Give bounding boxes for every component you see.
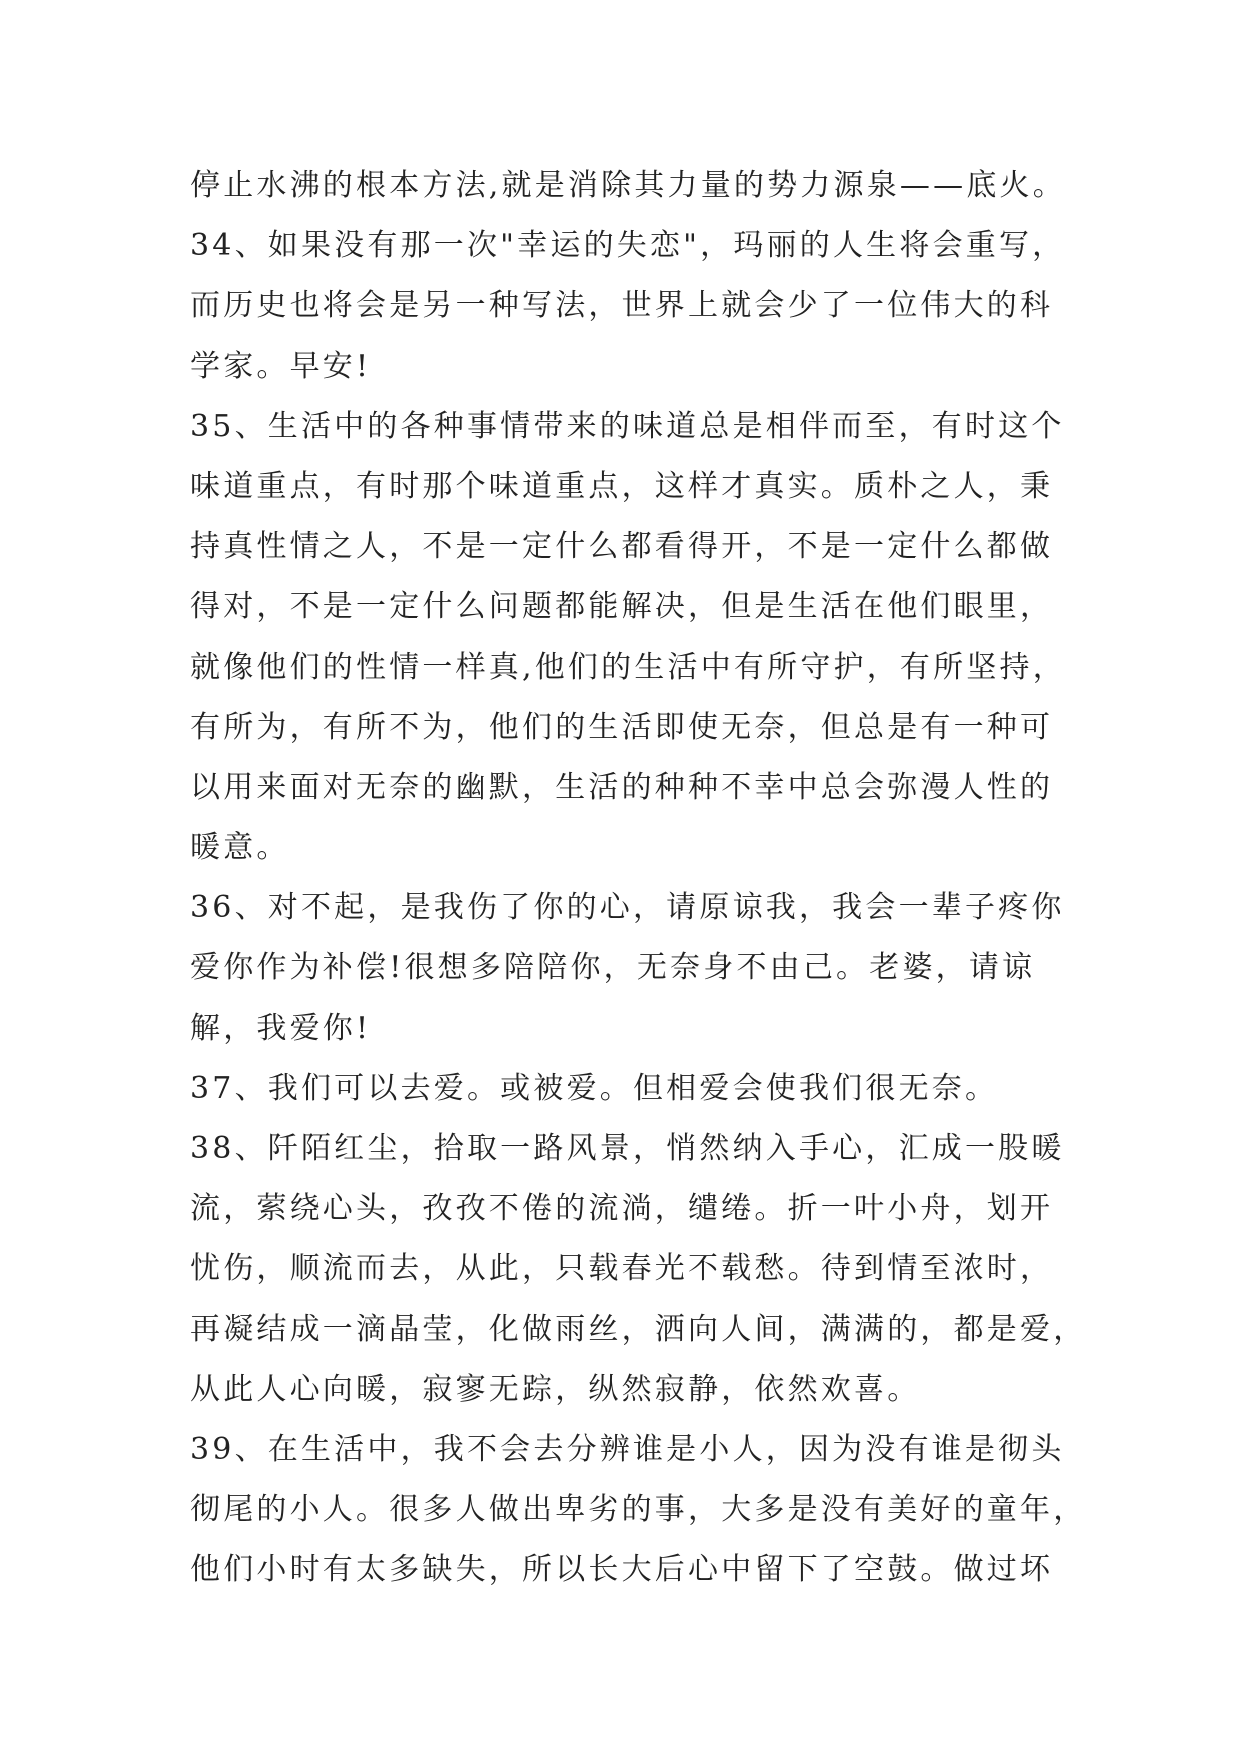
text-line: 35、生活中的各种事情带来的味道总是相伴而至，有时这个 bbox=[190, 408, 1065, 444]
text-line: 停止水沸的根本方法,就是消除其力量的势力源泉——底火。 bbox=[190, 168, 1066, 203]
text-line: 再凝结成一滴晶莹，化做雨丝，洒向人间，满满的，都是爱， bbox=[190, 1311, 1087, 1347]
text-line: 以用来面对无奈的幽默，生活的种种不幸中总会弥漫人性的 bbox=[190, 769, 1054, 805]
text-line: 忧伤，顺流而去，从此，只载春光不载愁。待到情至浓时， bbox=[190, 1251, 1054, 1287]
text-line: 爱你作为补偿!很想多陪陪你，无奈身不由己。老婆，请谅 bbox=[190, 950, 1036, 986]
text-line: 38、阡陌红尘，拾取一路风景，悄然纳入手心，汇成一股暖 bbox=[190, 1131, 1065, 1166]
text-line: 得对，不是一定什么问题都能解决，但是生活在他们眼里， bbox=[190, 589, 1054, 625]
text-line: 暖意。 bbox=[190, 830, 290, 866]
text-line: 彻尾的小人。很多人做出卑劣的事，大多是没有美好的童年， bbox=[190, 1492, 1087, 1528]
text-line: 流，萦绕心头，孜孜不倦的流淌，缱绻。折一叶小舟，划开 bbox=[190, 1191, 1054, 1227]
text-line: 39、在生活中，我不会去分辨谁是小人，因为没有谁是彻头 bbox=[190, 1431, 1065, 1467]
text-line: 37、我们可以去爱。或被爱。但相爱会使我们很无奈。 bbox=[190, 1070, 999, 1106]
text-line: 就像他们的性情一样真,他们的生活中有所守护，有所坚持， bbox=[190, 649, 1066, 685]
text-line: 持真性情之人，不是一定什么都看得开，不是一定什么都做 bbox=[190, 529, 1054, 565]
text-line: 有所为，有所不为，他们的生活即使无奈，但总是有一种可 bbox=[190, 709, 1054, 745]
text-line: 34、如果没有那一次"幸运的失恋"，玛丽的人生将会重写， bbox=[190, 228, 1066, 264]
text-line: 味道重点，有时那个味道重点，这样才真实。质朴之人，秉 bbox=[190, 468, 1054, 504]
document-body bbox=[190, 156, 1090, 1601]
text-line: 学家。早安! bbox=[190, 348, 372, 384]
text-line: 36、对不起，是我伤了你的心，请原谅我，我会一辈子疼你 bbox=[190, 890, 1065, 926]
text-line: 他们小时有太多缺失，所以长大后心中留下了空鼓。做过坏 bbox=[190, 1552, 1054, 1588]
text-line: 从此人心向暖，寂寥无踪，纵然寂静，依然欢喜。 bbox=[190, 1371, 921, 1407]
text-line: 而历史也将会是另一种写法，世界上就会少了一位伟大的科 bbox=[190, 288, 1054, 324]
text-line: 解，我爱你! bbox=[190, 1010, 372, 1046]
